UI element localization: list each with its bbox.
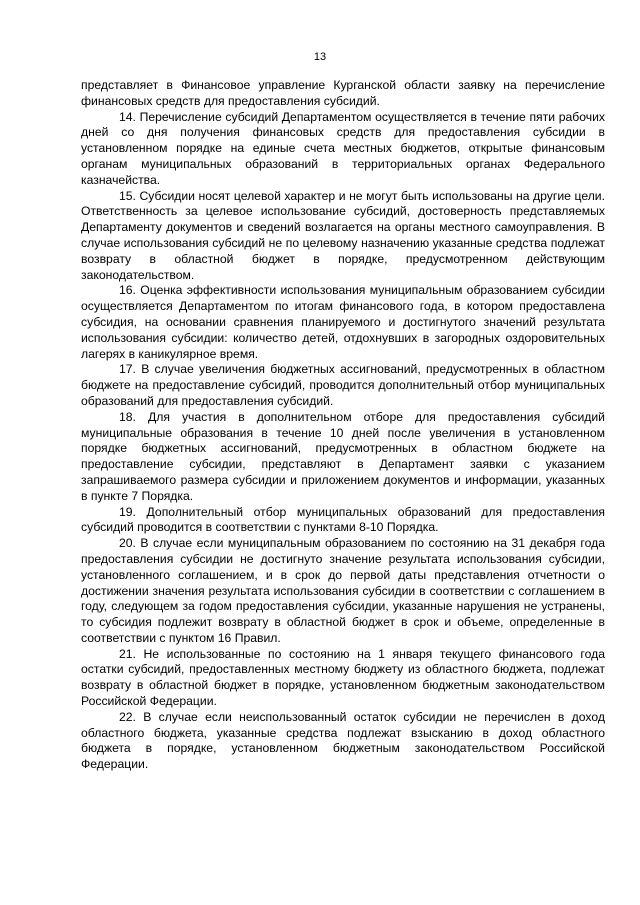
document-body xyxy=(81,78,605,773)
paragraph-19: 19. Дополнительный отбор муниципальных образований для предоставления субсидий проводится в соответствии с пунктами 8-10 Порядка. xyxy=(81,504,605,535)
paragraph-18: 18. Для участия в дополнительном отборе для предоставления субсидий муниципальные образования в течение 10 дней после увеличения в установленном порядке бюджетных ассигнований, предусмотренных в областном бюджете на предоставление субсидии, представляют в Департамент заявки с указанием запрашиваемого размера субсидии и приложением документов и информации, указанных в пункте 7 Порядка. xyxy=(81,409,605,503)
paragraph-20: 20. В случае если муниципальным образованием по состоянию на 31 декабря года предоставления субсидии не достигнуто значение результата использования субсидии, установленного соглашением, и в срок до первой даты представления отчетности о достижении значения результата использования субсидии в соответствии с соглашением в году, следующем за годом предоставления субсидии, указанные нарушения не устранены, то субсидия подлежит возврату в областной бюджет в срок и объеме, определенные в соответствии с пунктом 16 Правил. xyxy=(81,536,605,645)
paragraph-21: 21. Не использованные по состоянию на 1 января текущего финансового года остатки субсидий, предоставленных местному бюджету из областного бюджета, подлежат возврату в областной бюджет в порядке, установленном бюджетным законодательством Российской Федерации. xyxy=(81,646,605,709)
page-number: 13 xyxy=(313,51,327,63)
paragraph-15: 15. Субсидии носят целевой характер и не могут быть использованы на другие цели. Ответственность за целевое использование субсидий, достоверность представляемых Департаменту документов и сведений возлагается на органы местного самоуправления. В случае использования субсидий не по целевому назначению указанные средства подлежат возврату в областной бюджет в порядке, предусмотренном действующим законодательством. xyxy=(81,188,605,282)
paragraph-continuation: представляет в Финансовое управление Курганской области заявку на перечисление финансовых средств для предоставления субсидий. xyxy=(81,78,605,108)
paragraph-22: 22. В случае если неиспользованный остаток субсидии не перечислен в доход областного бюджета, указанные средства подлежат взысканию в доход областного бюджета в порядке, установленном бюджетным законодательством Российской Федерации. xyxy=(81,709,605,772)
paragraph-17: 17. В случае увеличения бюджетных ассигнований, предусмотренных в областном бюджете на предоставление субсидий, проводится дополнительный отбор муниципальных образований для предоставления субсидий. xyxy=(81,362,605,408)
paragraph-14: 14. Перечисление субсидий Департаментом осуществляется в течение пяти рабочих дней со дня получения финансовых средств для предоставления субсидии в установленном порядке на единые счета местных бюджетов, открытые финансовым органам муниципальных образований в территориальных органах Федерального казначейства. xyxy=(81,109,605,187)
paragraph-16: 16. Оценка эффективности использования муниципальным образованием субсидии осуществляется Департаментом по итогам финансового года, в котором предоставлена субсидия, на основании сравнения планируемого и достигнутого значений результата использования субсидии: количество детей, отдохнувших в загородных оздоровительных лагерях в каникулярное время. xyxy=(81,283,605,361)
